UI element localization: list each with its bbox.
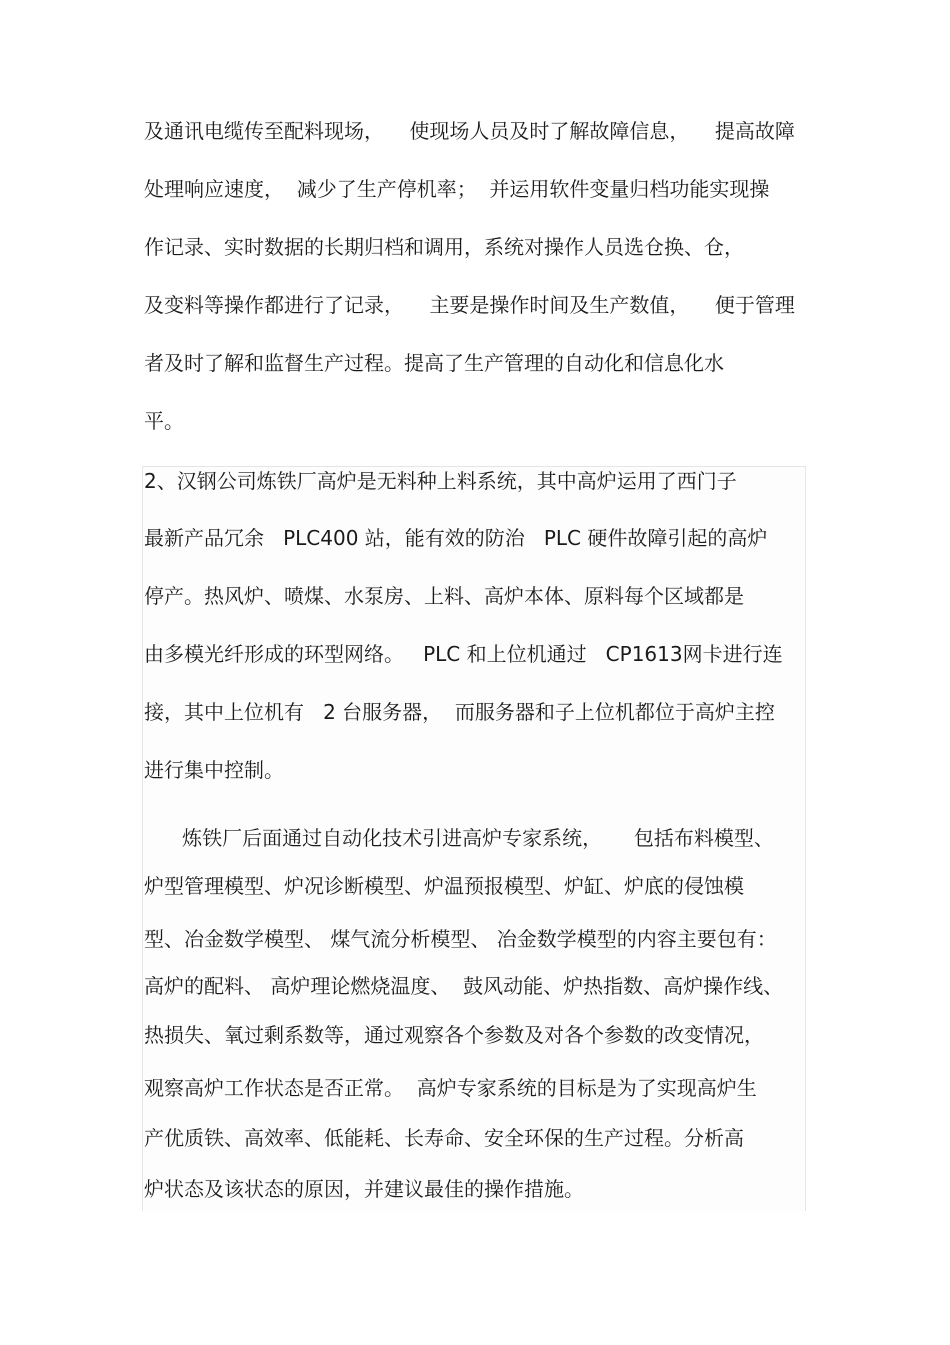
text-line: 由多模光纤形成的环型网络。 PLC 和上位机通过 CP1613网卡进行连 [144, 642, 783, 666]
text-line: 停产。热风炉、喷煤、水泵房、上料、高炉本体、原料每个区域都是 [144, 584, 744, 608]
text-line: 2、汉钢公司炼铁厂高炉是无料种上料系统，其中高炉运用了西门子 [144, 469, 737, 493]
text-line: 产优质铁、高效率、低能耗、长寿命、安全环保的生产过程。分析高 [144, 1126, 744, 1150]
text-line: 进行集中控制。 [144, 758, 284, 782]
text-line: 最新产品冗余 PLC400 站，能有效的防治 PLC 硬件故障引起的高炉 [144, 526, 768, 550]
text-line: 平。 [144, 409, 184, 433]
text-line: 处理响应速度， 减少了生产停机率； 并运用软件变量归档功能实现操 [144, 177, 770, 201]
text-line: 作记录、实时数据的长期归档和调用，系统对操作人员选仓换、仓， [144, 235, 744, 259]
text-line: 型、冶金数学模型、 煤气流分析模型、 冶金数学模型的内容主要包有： [144, 927, 777, 951]
text-line: 及变料等操作都进行了记录， 主要是操作时间及生产数值， 便于管理 [144, 293, 795, 317]
text-line: 观察高炉工作状态是否正常。 高炉专家系统的目标是为了实现高炉生 [144, 1076, 757, 1100]
text-line: 热损失、氧过剩系数等，通过观察各个参数及对各个参数的改变情况， [144, 1023, 764, 1047]
text-line: 高炉的配料、 高炉理论燃烧温度、 鼓风动能、炉热指数、高炉操作线、 [144, 974, 784, 998]
text-line: 及通讯电缆传至配料现场， 使现场人员及时了解故障信息， 提高故障 [144, 119, 795, 143]
text-line: 接，其中上位机有 2 台服务器， 而服务器和子上位机都位于高炉主控 [144, 700, 775, 724]
text-line: 炼铁厂后面通过自动化技术引进高炉专家系统， 包括布料模型、 [144, 826, 774, 850]
text-line: 炉状态及该状态的原因，并建议最佳的操作措施。 [144, 1177, 584, 1201]
text-line: 者及时了解和监督生产过程。提高了生产管理的自动化和信息化水 [144, 351, 724, 375]
text-line: 炉型管理模型、炉况诊断模型、炉温预报模型、炉缸、炉底的侵蚀模 [144, 874, 744, 898]
